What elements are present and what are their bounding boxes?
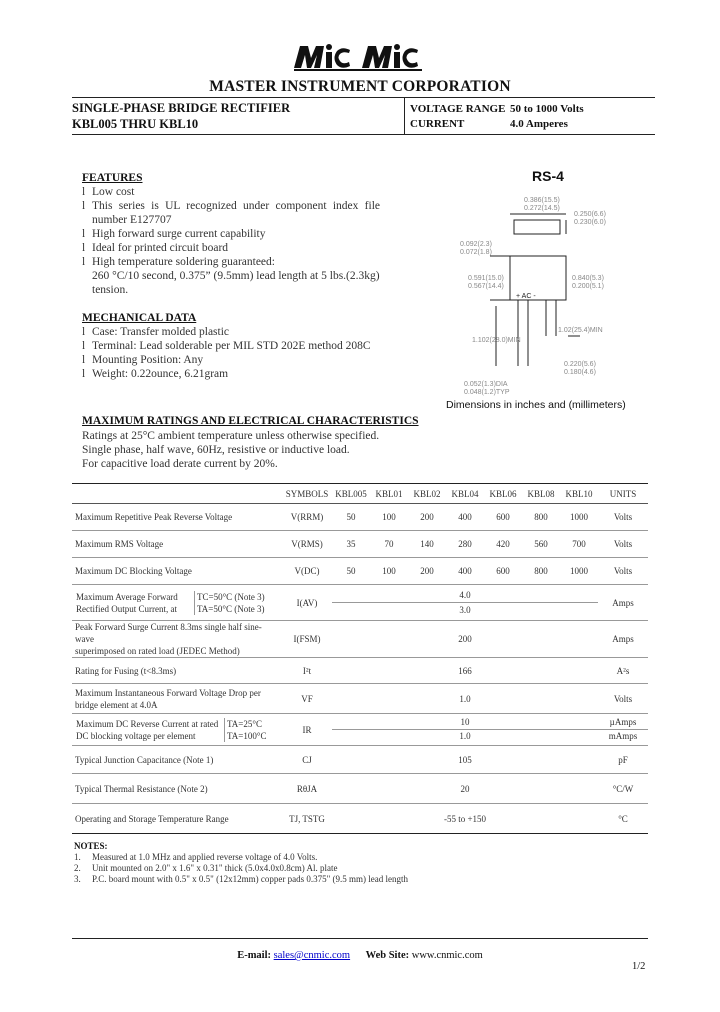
cj-unit: pF [618,754,628,765]
row-value: 1000 [570,566,588,576]
surge-unit: Amps [612,634,634,644]
note-item: 2. Unit mounted on 2.0" x 1.6" x 0.31" thick (5.0x4.0x0.8cm) Al. plate [74,863,338,873]
row-value: 1000 [570,512,588,522]
avg-unit: Amps [612,597,634,608]
row-value: 50 [346,512,356,522]
dim-top-width-1: 0.386(15.5) [524,197,560,204]
avg-label: Rectified Output Current, at [76,603,177,614]
bullet-icon: l [82,186,86,198]
row-value: 400 [458,566,472,576]
row-value: 420 [496,539,510,549]
surge-symbol: I(FSM) [293,634,321,644]
table-row-temperature [72,804,648,834]
email-label: E-mail: [237,950,272,961]
website-url[interactable]: www.cnmic.com [411,950,483,961]
table-row-surge [72,621,648,658]
ratings-notes [82,429,379,471]
feature-item: High forward surge current capability [92,228,266,240]
spec-summary [410,102,584,132]
avg-value: 4.0 [332,588,598,603]
footer [0,950,720,961]
dim-hole-2: 0.072(1.8) [460,249,492,256]
temp-symbol: TJ, TSTG [289,813,325,824]
avg-label: Maximum Average Forward [76,591,178,602]
temp-value: -55 to +150 [443,813,487,824]
vf-symbol: VF [301,693,313,704]
row-value: 280 [458,539,472,549]
company-logo [290,38,430,72]
package-drawing [450,186,620,400]
table-header: KBL08 [527,488,555,499]
vf-label: Maximum Instantaneous Forward Voltage Drop per [75,687,261,698]
row-value: 50 [346,566,356,576]
bullet-icon: l [82,368,86,380]
row-value: 200 [420,512,434,522]
dim-side-1: 0.250(6.6) [574,211,606,218]
row-value: 35 [346,539,356,549]
table-row-thermal [72,774,648,804]
ir-label: DC blocking voltage per element [76,730,196,741]
temp-label: Operating and Storage Temperature Range [75,813,229,824]
row-value: 800 [534,512,548,522]
company-name: MASTER INSTRUMENT CORPORATION [209,78,511,95]
feature-item: High temperature soldering guaranteed: [92,256,275,268]
avg-symbol: I(AV) [296,597,318,608]
vf-label: bridge element at 4.0A [75,699,158,710]
dim-hole-1: 0.092(2.3) [460,241,492,248]
notes [74,841,408,885]
dim-lead-diameter-1: 0.052(1.3)DIA [464,381,508,388]
row-label: Maximum RMS Voltage [75,539,164,549]
ir-condition: TA=100°C [227,730,267,741]
note-item: 1. Measured at 1.0 MHz and applied reverse voltage of 4.0 Volts. [74,852,318,862]
table-header: KBL005 [335,488,367,499]
row-value: 800 [534,566,548,576]
row-symbol: V(DC) [294,566,320,576]
table-header: KBL01 [375,488,403,499]
rth-unit: °C/W [612,783,634,794]
vf-unit: Volts [613,693,633,704]
feature-item: tension. [92,284,129,296]
dim-top-width-2: 0.272(14.5) [524,205,560,212]
mechanical-item: Weight: 0.22ounce, 6.21gram [92,368,229,380]
ratings-table [72,483,648,834]
row-value: 140 [420,539,434,549]
surge-label: superimposed on rated load (JEDEC Method) [75,646,240,656]
row-value: 200 [420,566,434,576]
table-row-reverse-current [72,714,648,746]
voltage-value: 50 to 1000 Volts [510,103,584,115]
dim-body-width-1: 0.840(5.3) [572,275,604,282]
cj-value: 105 [458,754,472,765]
bullet-icon: l [82,326,86,338]
feature-item: 260 °C/10 second, 0.375” (9.5mm) lead length at 5 lbs.(2.3kg) [92,270,380,282]
ir-value: 10 [332,716,598,730]
current-value: 4.0 Amperes [510,118,568,130]
bullet-icon: l [82,354,86,366]
bullet-icon: l [82,256,86,268]
rth-symbol: RθJA [296,783,318,794]
avg-value: 3.0 [459,605,471,615]
ratings-line: Ratings at 25°C ambient temperature unless otherwise specified. [82,430,380,442]
fuse-value: 166 [458,665,472,676]
table-row [72,531,648,558]
bullet-icon: l [82,228,86,240]
ir-symbol: IR [302,724,312,735]
header-bottom-rule [72,134,655,135]
avg-condition: TA=50°C (Note 3) [197,603,265,614]
dimensions-caption: Dimensions in inches and (millimeters) [446,399,626,411]
table-row [72,558,648,585]
surge-label: Peak Forward Surge Current 8.3ms single half sine-wave [75,622,262,644]
voltage-label: VOLTAGE RANGE [410,103,506,115]
row-unit: Volts [613,512,633,522]
ratings-line: Single phase, half wave, 60Hz, resistive or inductive load. [82,444,350,456]
ir-unit: mAmps [608,731,638,741]
ir-unit: µAmps [598,716,648,730]
header-top-rule [72,97,655,98]
table-header: UNITS [609,488,637,499]
note-item: 3. P.C. board mount with 0.5" x 0.5" (12x12mm) copper pads 0.375" (9.5 mm) lead length [74,874,408,884]
features-title: FEATURES [82,172,143,184]
temp-unit: °C [618,813,628,824]
row-value: 100 [382,512,396,522]
fuse-label: Rating for Fusing (t<8.3ms) [75,665,177,676]
table-row-fusing [72,658,648,684]
dim-body-width-2: 0.200(5.1) [572,283,604,290]
row-symbol: V(RMS) [291,539,323,549]
cj-label: Typical Junction Capacitance (Note 1) [75,754,214,765]
table-header: KBL06 [489,488,517,499]
dim-pitch-2: 0.180(4.6) [564,369,596,376]
row-value: 70 [384,539,394,549]
table-row-forward-voltage [72,684,648,714]
header-divider [404,98,405,135]
product-header [72,100,290,132]
dim-pitch-1: 0.220(5.6) [564,361,596,368]
dim-body-height-2: 0.567(14.4) [468,283,504,290]
ratings-line: For capacitive load derate current by 20%. [82,458,278,470]
row-value: 400 [458,512,472,522]
dim-lead-short: 1.02(25.4)MIN [558,327,603,334]
product-range: KBL005 THRU KBL10 [72,117,199,131]
bullet-icon: l [82,340,86,352]
fuse-unit: A²s [616,665,630,676]
surge-value: 200 [458,634,472,644]
table-header: KBL10 [565,488,593,499]
row-symbol: V(RRM) [290,512,324,522]
table-row [72,504,648,531]
package-top-view [514,220,560,234]
dim-body-height-1: 0.591(15.0) [468,275,504,282]
row-unit: Volts [613,539,633,549]
feature-item: Low cost [92,186,135,198]
feature-item: This series is UL recognized under component index file [92,200,380,212]
current-label: CURRENT [410,118,465,130]
rth-value: 20 [460,783,470,794]
table-header: SYMBOLS [285,488,329,499]
mechanical-item: Case: Transfer molded plastic [92,326,230,338]
table-header-row [72,484,648,504]
row-value: 700 [572,539,586,549]
website-label: Web Site: [365,950,410,961]
ratings-title: MAXIMUM RATINGS AND ELECTRICAL CHARACTERISTICS [82,415,419,427]
mechanical-item: Terminal: Lead solderable per MIL STD 202E method 208C [92,340,371,352]
rth-label: Typical Thermal Resistance (Note 2) [75,783,208,794]
row-value: 600 [496,566,510,576]
dim-lead-long: 1.102(28.0)MIN [472,337,521,344]
avg-condition: TC=50°C (Note 3) [197,591,265,602]
row-value: 100 [382,566,396,576]
vf-value: 1.0 [459,693,471,704]
row-value: 600 [496,512,510,522]
row-label: Maximum Repetitive Peak Reverse Voltage [75,512,233,522]
table-row-capacitance [72,746,648,774]
table-row-average-current [72,585,648,621]
fuse-symbol: I²t [302,665,312,676]
row-unit: Volts [613,566,633,576]
row-value: 560 [534,539,548,549]
dim-side-2: 0.230(6.0) [574,219,606,226]
ir-value: 1.0 [459,731,471,741]
bullet-icon: l [82,242,86,254]
pin-labels: + AC - [516,293,536,300]
table-header: KBL04 [451,488,479,499]
ir-label: Maximum DC Reverse Current at rated [76,718,219,729]
dim-lead-diameter-2: 0.048(1.2)TYP [464,389,510,396]
row-label: Maximum DC Blocking Voltage [75,566,192,576]
footer-rule [72,938,648,939]
product-type: SINGLE-PHASE BRIDGE RECTIFIER [72,101,291,115]
package-title: RS-4 [532,168,564,184]
feature-item: Ideal for printed circuit board [92,242,229,254]
email-link[interactable]: sales@cnmic.com [273,950,351,961]
bullet-icon: l [82,200,86,212]
table-header: KBL02 [413,488,441,499]
notes-title: NOTES: [74,841,108,851]
mechanical-item: Mounting Position: Any [92,354,204,366]
cj-symbol: CJ [302,754,312,765]
page-number: 1/2 [632,961,646,972]
mechanical-title: MECHANICAL DATA [82,312,197,324]
ir-condition: TA=25°C [227,718,262,729]
feature-item: number E127707 [92,214,172,226]
